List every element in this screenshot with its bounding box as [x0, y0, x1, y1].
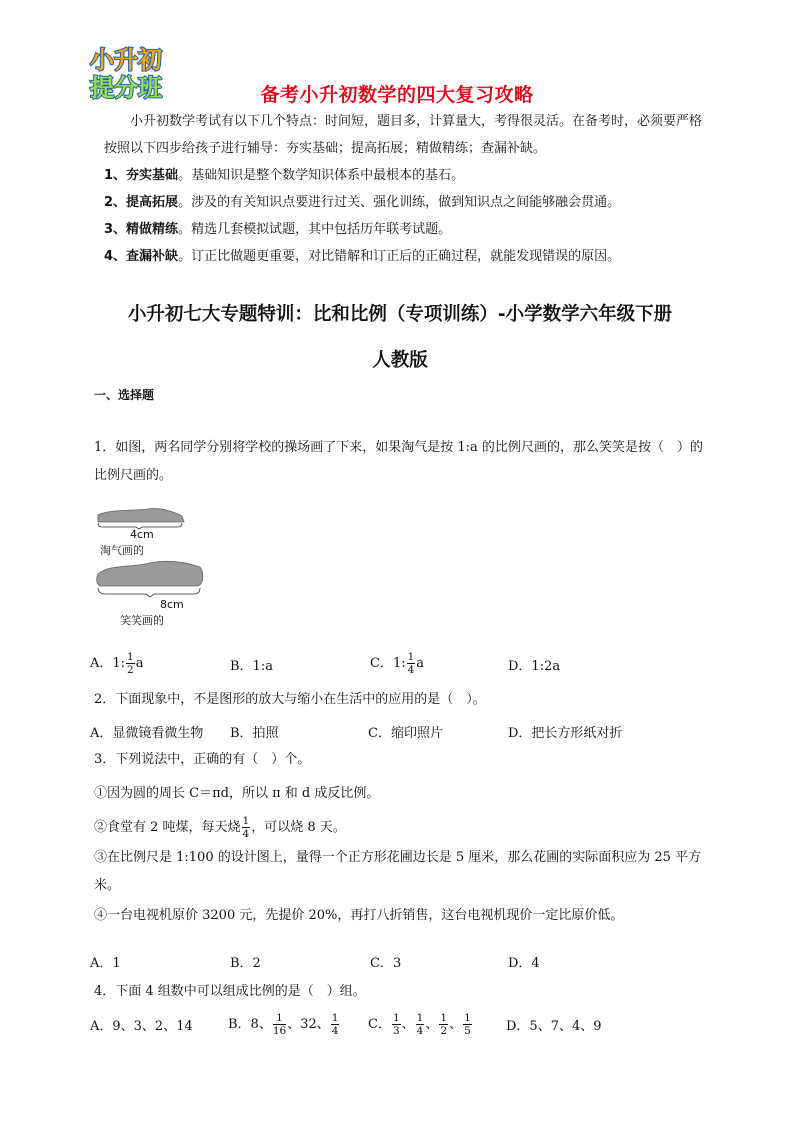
- option-a[interactable]: A．9、3、2、14: [90, 1019, 193, 1034]
- option-c[interactable]: C．缩印照片: [368, 726, 443, 741]
- option-c[interactable]: C．3: [370, 956, 402, 971]
- statement-2: ②食堂有 2 吨煤，每天烧 $\frac{1}{4}$ ，可以烧 8 天。: [94, 815, 346, 840]
- banner-title: 备考小升初数学的四大复习攻略: [260, 84, 534, 106]
- option-b[interactable]: B．拍照: [230, 726, 279, 741]
- intro-item: 4、查漏补缺。订正比做题更重要，对比错解和订正后的正确过程，就能发现错误的原因。: [104, 249, 621, 264]
- xiaoxiao-bracket: [98, 588, 200, 597]
- question-4-options: [90, 1012, 710, 1037]
- figure-2-caption: 笑笑画的: [120, 614, 164, 627]
- main-title-line2: 人教版: [372, 350, 428, 371]
- question-4-text: 4．下面 4 组数中可以组成比例的是（ ）组。: [94, 984, 366, 999]
- option-a[interactable]: A．显微镜看微生物: [90, 726, 204, 741]
- question-4: [94, 978, 704, 1006]
- taoqi-field-shape: [98, 509, 184, 522]
- option-d[interactable]: D．5、7、4、9: [506, 1019, 602, 1034]
- option-b[interactable]: B．1:a: [230, 659, 273, 674]
- option-d[interactable]: D．4: [508, 956, 540, 971]
- option-d[interactable]: D．把长方形纸对折: [508, 726, 623, 741]
- option-b[interactable]: B．8、 $\frac{1}{16}$ 、32、 $\frac{1}{4}$: [228, 1012, 339, 1037]
- option-c[interactable]: C．1: $\frac{1}{4}$ a: [370, 651, 425, 676]
- option-a[interactable]: A．1: $\frac{1}{2}$ a: [90, 651, 144, 676]
- intro-section: [104, 108, 704, 270]
- question-2-options: [90, 722, 710, 741]
- option-a[interactable]: A．1: [90, 956, 121, 971]
- figure-2-length: 8cm: [160, 598, 184, 611]
- question-3-text: 3．下列说法中，正确的有（ ）个。: [94, 752, 311, 767]
- question-2: [94, 686, 704, 714]
- intro-item: 1、夯实基础。基础知识是整个数学知识体系中最根本的基石。: [104, 168, 465, 183]
- xiaoxiao-field-shape: [97, 561, 203, 586]
- intro-item: 3、精做精练。精选几套模拟试题，其中包括历年联考试题。: [104, 222, 452, 237]
- question-1-text: 1．如图，两名同学分别将学校的操场画了下来，如果淘气是按 1:a 的比例尺画的，那么笑笑是按（ ）的比例尺画的。: [94, 440, 703, 483]
- option-c[interactable]: C． $\frac{1}{3}$ 、 $\frac{1}{4}$ 、 $\frac{1}{2}$ 、 $\frac{1}{5}$: [368, 1012, 471, 1037]
- statement-1: ①因为圆的周长 C＝πd，所以 π 和 d 成反比例。: [94, 786, 380, 801]
- question-3: [94, 746, 704, 930]
- main-title-line1: 小升初七大专题特训：比和比例（专项训练）-小学数学六年级下册: [127, 304, 673, 325]
- main-title: [94, 292, 706, 384]
- figure-1-caption: 淘气画的: [100, 544, 144, 557]
- question-1: [94, 434, 704, 490]
- logo-text-line2: 提分班: [90, 74, 162, 102]
- question-3-options: [90, 952, 710, 971]
- intro-paragraph: 小升初数学考试有以下几个特点：时间短，题目多，计算量大，考得很灵活。在备考时，必须要严格按照以下四步给孩子进行辅导：夯实基础；提高拓展；精做精练；查漏补缺。: [104, 114, 703, 156]
- option-b[interactable]: B．2: [230, 956, 261, 971]
- question-1-options: [90, 651, 710, 676]
- question-2-text: 2．下面现象中，不是图形的放大与缩小在生活中的应用的是（ ）。: [94, 692, 486, 707]
- intro-item: 2、提高拓展。涉及的有关知识点要进行过关、强化训练，做到知识点之间能够融会贯通。: [104, 195, 621, 210]
- section-heading: 一、选择题: [94, 388, 155, 402]
- option-d[interactable]: D．1:2a: [508, 659, 561, 674]
- statement-4: ④一台电视机原价 3200 元，先提价 20%，再打八折销售，这台电视机现价一定比原价低。: [94, 908, 624, 923]
- logo-text-line1: 小升初: [90, 46, 162, 74]
- figure-1-length: 4cm: [130, 528, 154, 541]
- statement-3: ③在比例尺是 1:100 的设计图上，量得一个正方形花圃边长是 5 厘米，那么花圃的实际面积应为 25 平方米。: [94, 850, 702, 893]
- question-1-figure: [94, 506, 204, 634]
